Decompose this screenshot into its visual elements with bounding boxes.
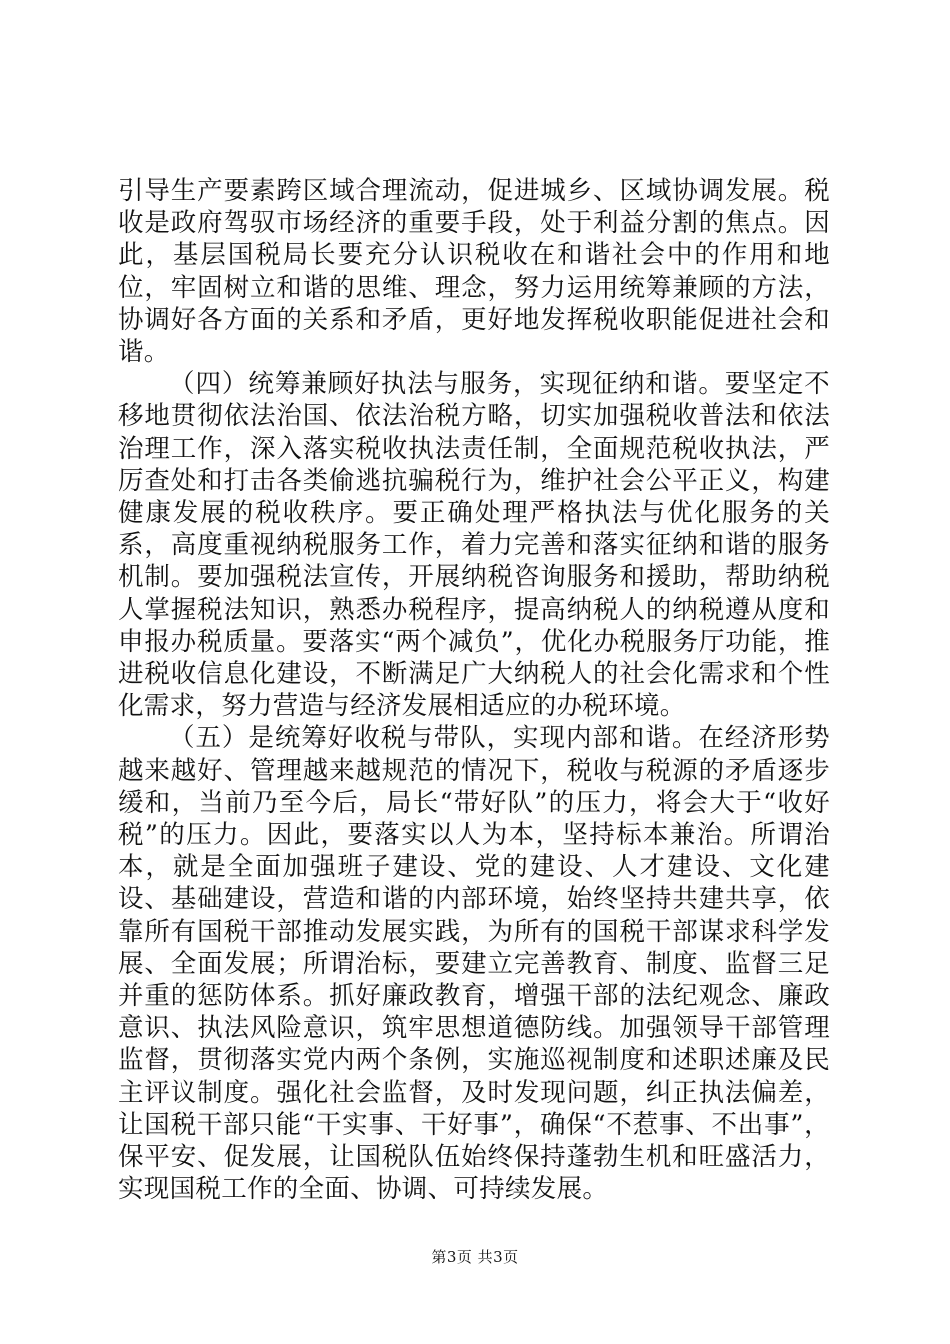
paragraph-section-4: （四）统筹兼顾好执法与服务，实现征纳和谐。要坚定不移地贯彻依法治国、依法治税方略，切实加强税收普法和依法治理工作，深入落实税收执法责任制，全面规范税收执法，严厉查处和打击各类偷逃抗骗税行为，维护社会公平正义，构建健康发展的税收秩序。要正确处理严格执法与优化服务的关系，高度重视纳税服务工作，着力完善和落实征纳和谐的服务机制。要加强税法宣传，开展纳税咨询服务和援助，帮助纳税人掌握税法知识，熟悉办税程序，提高纳税人的纳税遵从度和申报办税质量。要落实“两个减负”，优化办税服务厅功能，推进税收信息化建设，不断满足广大纳税人的社会化需求和个性化需求，努力营造与经济发展相适应的办税环境。 <box>118 369 830 722</box>
paragraph-section-5: （五）是统筹好收税与带队，实现内部和谐。在经济形势越来越好、管理越来越规范的情况下，税收与税源的矛盾逐步缓和，当前乃至今后，局长“带好队”的压力，将会大于“收好税”的压力。因此，要落实以人为本，坚持标本兼治。所谓治本，就是全面加强班子建设、党的建设、人才建设、文化建设、基础建设，营造和谐的内部环境，始终坚持共建共享，依靠所有国税干部推动发展实践，为所有的国税干部谋求科学发展、全面发展；所谓治标，要建立完善教育、制度、监督三足并重的惩防体系。抓好廉政教育，增强干部的法纪观念、廉政意识、执法风险意识，筑牢思想道德防线。加强领导干部管理监督，贯彻落实党内两个条例，实施巡视制度和述职述廉及民主评议制度。强化社会监督，及时发现问题，纠正执法偏差，让国税干部只能“干实事、干好事”，确保“不惹事、不出事”，保平安、促发展，让国税队伍始终保持蓬勃生机和旺盛活力，实现国税工作的全面、协调、可持续发展。 <box>118 723 830 1205</box>
page-number-footer: 第3页 共3页 <box>431 1248 519 1266</box>
document-body <box>118 175 830 1206</box>
paragraph-intro: 引导生产要素跨区域合理流动，促进城乡、区域协调发展。税收是政府驾驭市场经济的重要手段，处于利益分割的焦点。因此，基层国税局长要充分认识税收在和谐社会中的作用和地位，牢固树立和谐的思维、理念，努力运用统筹兼顾的方法，协调好各方面的关系和矛盾，更好地发挥税收职能促进社会和谐。 <box>118 176 830 368</box>
